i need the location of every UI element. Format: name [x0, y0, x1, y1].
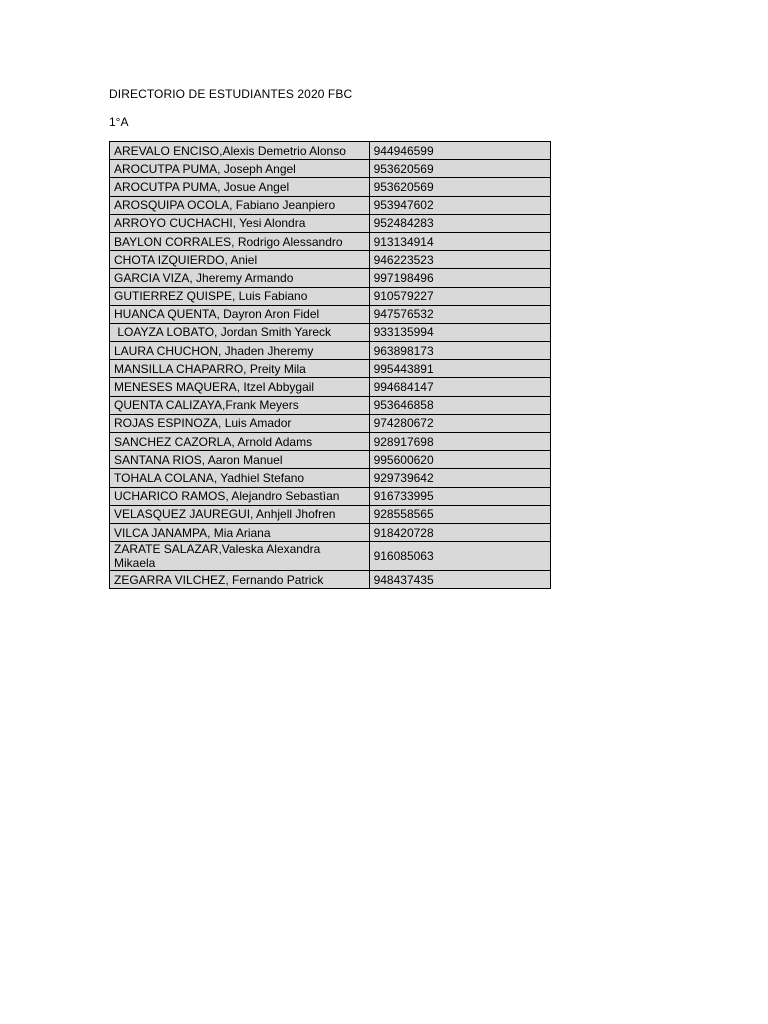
- student-row: [110, 232, 551, 250]
- student-phone-cell: 928917698: [369, 433, 550, 451]
- student-phone-cell: 953620569: [369, 160, 550, 178]
- student-row: [110, 505, 551, 523]
- student-phone-cell: 947576532: [369, 305, 550, 323]
- student-phone-cell: 952484283: [369, 214, 550, 232]
- student-name-cell: MANSILLA CHAPARRO, Preity Mila: [110, 360, 370, 378]
- student-row: [110, 378, 551, 396]
- student-row: [110, 542, 551, 571]
- student-phone-cell: 918420728: [369, 523, 550, 541]
- student-phone-cell: 995443891: [369, 360, 550, 378]
- student-name-cell: GARCIA VIZA, Jheremy Armando: [110, 269, 370, 287]
- student-name-cell: CHOTA IZQUIERDO, Aniel: [110, 251, 370, 269]
- student-row: [110, 487, 551, 505]
- student-name-cell: ZARATE SALAZAR,Valeska Alexandra Mikaela: [110, 542, 370, 571]
- student-row: [110, 251, 551, 269]
- student-phone-cell: 928558565: [369, 505, 550, 523]
- student-row: [110, 305, 551, 323]
- student-directory-table: [109, 141, 551, 589]
- student-phone-cell: 974280672: [369, 414, 550, 432]
- student-row: [110, 571, 551, 589]
- student-name-cell: BAYLON CORRALES, Rodrigo Alessandro: [110, 232, 370, 250]
- student-phone-cell: 916085063: [369, 542, 550, 571]
- student-name-cell: LOAYZA LOBATO, Jordan Smith Yareck: [110, 323, 370, 341]
- student-phone-cell: 910579227: [369, 287, 550, 305]
- student-name-cell: ROJAS ESPINOZA, Luis Amador: [110, 414, 370, 432]
- student-row: [110, 433, 551, 451]
- class-section-label: 1°A: [109, 115, 129, 129]
- student-name-cell: TOHALA COLANA, Yadhiel Stefano: [110, 469, 370, 487]
- student-phone-cell: 948437435: [369, 571, 550, 589]
- student-name-cell: MENESES MAQUERA, Itzel Abbygail: [110, 378, 370, 396]
- student-row: [110, 360, 551, 378]
- student-name-cell: AREVALO ENCISO,Alexis Demetrio Alonso: [110, 142, 370, 160]
- student-name-cell: AROCUTPA PUMA, Josue Angel: [110, 178, 370, 196]
- student-name-cell: LAURA CHUCHON, Jhaden Jheremy: [110, 342, 370, 360]
- student-row: [110, 323, 551, 341]
- student-row: [110, 269, 551, 287]
- student-phone-cell: 913134914: [369, 232, 550, 250]
- student-name-cell: VELASQUEZ JAUREGUI, Anhjell Jhofren: [110, 505, 370, 523]
- student-directory-body: [110, 142, 551, 589]
- student-name-cell: SANCHEZ CAZORLA, Arnold Adams: [110, 433, 370, 451]
- student-row: [110, 523, 551, 541]
- student-row: [110, 342, 551, 360]
- student-name-cell: SANTANA RIOS, Aaron Manuel: [110, 451, 370, 469]
- student-row: [110, 414, 551, 432]
- student-row: [110, 142, 551, 160]
- student-phone-cell: 997198496: [369, 269, 550, 287]
- student-phone-cell: 963898173: [369, 342, 550, 360]
- student-name-cell: GUTIERREZ QUISPE, Luis Fabiano: [110, 287, 370, 305]
- student-name-cell: HUANCA QUENTA, Dayron Aron Fidel: [110, 305, 370, 323]
- student-phone-cell: 953620569: [369, 178, 550, 196]
- student-row: [110, 451, 551, 469]
- student-row: [110, 196, 551, 214]
- student-row: [110, 214, 551, 232]
- student-name-cell: ZEGARRA VILCHEZ, Fernando Patrick: [110, 571, 370, 589]
- student-phone-cell: 994684147: [369, 378, 550, 396]
- student-phone-cell: 929739642: [369, 469, 550, 487]
- student-row: [110, 287, 551, 305]
- student-name-cell: VILCA JANAMPA, Mia Ariana: [110, 523, 370, 541]
- document-title: DIRECTORIO DE ESTUDIANTES 2020 FBC: [109, 87, 353, 101]
- student-name-cell: QUENTA CALIZAYA,Frank Meyers: [110, 396, 370, 414]
- student-phone-cell: 953646858: [369, 396, 550, 414]
- student-phone-cell: 944946599: [369, 142, 550, 160]
- student-row: [110, 160, 551, 178]
- student-name-cell: UCHARICO RAMOS, Alejandro Sebastìan: [110, 487, 370, 505]
- student-phone-cell: 933135994: [369, 323, 550, 341]
- student-name-cell: AROCUTPA PUMA, Joseph Angel: [110, 160, 370, 178]
- student-phone-cell: 946223523: [369, 251, 550, 269]
- student-row: [110, 396, 551, 414]
- student-row: [110, 469, 551, 487]
- student-name-cell: AROSQUIPA OCOLA, Fabiano Jeanpiero: [110, 196, 370, 214]
- student-row: [110, 178, 551, 196]
- student-phone-cell: 953947602: [369, 196, 550, 214]
- student-name-cell: ARROYO CUCHACHI, Yesi Alondra: [110, 214, 370, 232]
- student-phone-cell: 916733995: [369, 487, 550, 505]
- student-phone-cell: 995600620: [369, 451, 550, 469]
